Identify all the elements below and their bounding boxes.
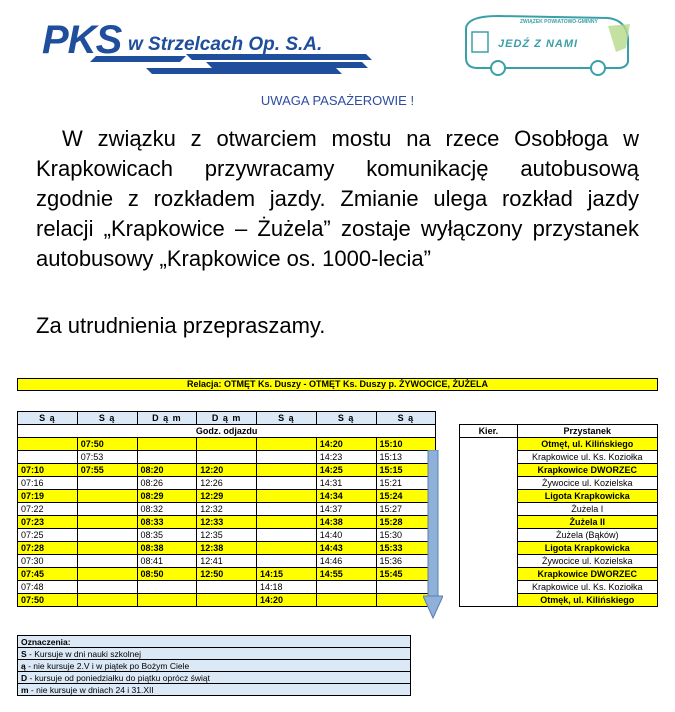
time-cell: 07:30 — [18, 555, 78, 568]
direction-cell — [460, 477, 517, 490]
time-cell — [257, 516, 317, 529]
legend-item — [18, 684, 411, 696]
time-cell — [197, 451, 257, 464]
day-cell: S ą — [316, 412, 376, 425]
gap-cell — [460, 412, 517, 425]
timetable-row — [18, 438, 658, 451]
time-cell — [197, 581, 257, 594]
direction-cell — [460, 516, 517, 529]
direction-cell — [460, 594, 517, 607]
timetable-row — [18, 555, 658, 568]
legend-text: - kursuje od poniedziałku do piątku oprócz świąt — [27, 672, 210, 683]
timetable-row — [18, 464, 658, 477]
direction-cell — [460, 490, 517, 503]
time-cell — [77, 568, 137, 581]
time-cell: 14:25 — [316, 464, 376, 477]
time-cell: 14:37 — [316, 503, 376, 516]
time-cell: 15:33 — [376, 542, 436, 555]
legend-code: ą — [21, 660, 26, 671]
time-cell — [257, 464, 317, 477]
day-cell: D ą m — [197, 412, 257, 425]
direction-cell — [460, 451, 517, 464]
time-cell: 15:15 — [376, 464, 436, 477]
timetable-row — [18, 529, 658, 542]
time-cell: 07:10 — [18, 464, 78, 477]
time-cell: 14:55 — [316, 568, 376, 581]
time-cell: 07:16 — [18, 477, 78, 490]
time-cell: 07:19 — [18, 490, 78, 503]
time-cell: 07:53 — [77, 451, 137, 464]
time-cell: 07:55 — [77, 464, 137, 477]
time-cell: 15:27 — [376, 503, 436, 516]
legend-code: D — [21, 672, 28, 683]
time-cell: 12:38 — [197, 542, 257, 555]
time-cell: 08:35 — [137, 529, 197, 542]
timetable-row — [18, 477, 658, 490]
stop-cell: Żywocice ul. Kozielska — [517, 555, 658, 568]
time-cell — [257, 438, 317, 451]
time-cell: 12:32 — [197, 503, 257, 516]
timetable-row — [18, 516, 658, 529]
time-cell: 15:30 — [376, 529, 436, 542]
legend-text: - nie kursuje w dniach 24 i 31.XII — [28, 684, 154, 695]
bus-logo — [458, 8, 638, 78]
time-cell: 12:20 — [197, 464, 257, 477]
time-cell — [316, 594, 376, 607]
time-cell: 07:23 — [18, 516, 78, 529]
time-cell — [77, 490, 137, 503]
time-cell: 15:24 — [376, 490, 436, 503]
timetable-row — [18, 594, 658, 607]
time-cell: 07:50 — [18, 594, 78, 607]
time-cell: 08:32 — [137, 503, 197, 516]
time-cell — [257, 490, 317, 503]
time-cell: 14:18 — [257, 581, 317, 594]
time-cell — [77, 529, 137, 542]
time-cell: 07:50 — [77, 438, 137, 451]
legend-text: - nie kursuje 2.V i w piątek po Bożym Ciele — [25, 660, 190, 671]
direction-cell — [460, 529, 517, 542]
notice-body: W związku z otwarciem mostu na rzece Osobłoga w Krapkowicach przywracamy komunikację autobusową zgodnie z rozkładem jazdy. Zmianie ulega rozkład jazdy relacji „Krapkowice – Żużela” zostaje wyłączony przystanek autobusowy „Krapkowice os. 1000-lecia” — [36, 126, 639, 271]
time-cell — [257, 451, 317, 464]
time-cell: 14:20 — [257, 594, 317, 607]
time-cell — [137, 581, 197, 594]
time-cell: 08:38 — [137, 542, 197, 555]
time-cell: 14:34 — [316, 490, 376, 503]
direction-arrow-icon — [423, 450, 443, 620]
pks-logo-mark: PKS — [42, 18, 122, 62]
time-cell: 08:20 — [137, 464, 197, 477]
direction-header: Kier. — [460, 425, 517, 438]
time-cell: 08:41 — [137, 555, 197, 568]
gap-cell — [436, 438, 460, 451]
time-cell: 14:46 — [316, 555, 376, 568]
time-cell: 14:23 — [316, 451, 376, 464]
stop-cell: Krapkowice DWORZEC — [517, 464, 658, 477]
time-cell: 08:29 — [137, 490, 197, 503]
header-row — [18, 425, 658, 438]
time-cell: 07:25 — [18, 529, 78, 542]
pks-logo-subtitle: w Strzelcach Op. S.A. — [128, 34, 323, 55]
direction-cell — [460, 464, 517, 477]
time-cell — [137, 451, 197, 464]
timetable-row — [18, 581, 658, 594]
time-cell: 12:29 — [197, 490, 257, 503]
legend-title: Oznaczenia: — [18, 636, 411, 648]
day-cell: D ą m — [137, 412, 197, 425]
notice-title: UWAGA PASAŻEROWIE ! — [260, 93, 415, 108]
time-cell — [257, 529, 317, 542]
time-cell: 07:45 — [18, 568, 78, 581]
direction-cell — [460, 542, 517, 555]
time-cell: 15:45 — [376, 568, 436, 581]
timetable-row — [18, 503, 658, 516]
time-cell — [257, 503, 317, 516]
time-cell: 15:21 — [376, 477, 436, 490]
time-cell — [77, 581, 137, 594]
stop-cell: Żywocice ul. Kozielska — [517, 477, 658, 490]
stop-header: Przystanek — [517, 425, 658, 438]
time-cell: 15:10 — [376, 438, 436, 451]
timetable-row — [18, 542, 658, 555]
time-cell — [77, 477, 137, 490]
time-cell: 15:13 — [376, 451, 436, 464]
time-cell: 07:28 — [18, 542, 78, 555]
gap-cell — [436, 425, 460, 438]
stop-cell: Krapkowice ul. Ks. Koziołka — [517, 451, 658, 464]
stop-cell: Ligota Krapkowicka — [517, 490, 658, 503]
time-cell: 14:40 — [316, 529, 376, 542]
legend-item — [18, 672, 411, 684]
time-cell — [257, 542, 317, 555]
time-cell — [197, 594, 257, 607]
notice-apology: Za utrudnienia przepraszamy. — [36, 313, 326, 338]
time-cell: 08:33 — [137, 516, 197, 529]
time-cell — [77, 594, 137, 607]
time-cell: 12:26 — [197, 477, 257, 490]
timetable-row — [18, 568, 658, 581]
gap-cell — [436, 412, 460, 425]
time-cell: 12:33 — [197, 516, 257, 529]
stop-cell: Krapkowice ul. Ks. Koziołka — [517, 581, 658, 594]
stop-cell: Ligota Krapkowicka — [517, 542, 658, 555]
timetable-row — [18, 451, 658, 464]
time-cell: 12:50 — [197, 568, 257, 581]
stop-cell: Otmęt, ul. Kilińskiego — [517, 438, 658, 451]
time-cell — [77, 542, 137, 555]
stop-cell: Otmęk, ul. Kilińskiego — [517, 594, 658, 607]
time-cell: 08:50 — [137, 568, 197, 581]
direction-cell — [460, 503, 517, 516]
legend — [17, 635, 411, 696]
direction-cell — [460, 438, 517, 451]
time-cell: 14:20 — [316, 438, 376, 451]
time-cell — [257, 477, 317, 490]
relation-bar: Relacja: OTMĘT Ks. Duszy - OTMĘT Ks. Duszy p. ŻYWOCICE, ŻUŻELA — [17, 378, 658, 391]
time-cell: 07:48 — [18, 581, 78, 594]
bus-logo-slogan: JEDŹ Z NAMI — [498, 38, 579, 50]
direction-cell — [460, 581, 517, 594]
time-cell — [137, 594, 197, 607]
day-cell: S ą — [77, 412, 137, 425]
day-cell: S ą — [257, 412, 317, 425]
stop-cell: Żużela II — [517, 516, 658, 529]
day-cell: S ą — [376, 412, 436, 425]
direction-cell — [460, 568, 517, 581]
time-cell — [316, 581, 376, 594]
time-cell: 14:38 — [316, 516, 376, 529]
direction-cell — [460, 555, 517, 568]
time-cell: 14:15 — [257, 568, 317, 581]
time-cell — [257, 555, 317, 568]
time-cell: 12:41 — [197, 555, 257, 568]
legend-code: m — [21, 684, 29, 695]
time-cell: 08:26 — [137, 477, 197, 490]
legend-item — [18, 660, 411, 672]
pks-logo — [36, 10, 376, 76]
time-cell — [77, 555, 137, 568]
time-cell — [197, 438, 257, 451]
stop-cell: Krapkowice DWORZEC — [517, 568, 658, 581]
time-cell — [77, 503, 137, 516]
time-cell: 12:35 — [197, 529, 257, 542]
time-cell: 07:22 — [18, 503, 78, 516]
time-cell — [18, 451, 78, 464]
day-cell: S ą — [18, 412, 78, 425]
departures-header: Godz. odjazdu — [18, 425, 436, 438]
stop-cell: Żużela (Bąków) — [517, 529, 658, 542]
legend-code: S — [21, 648, 27, 659]
time-cell: 14:31 — [316, 477, 376, 490]
timetable — [17, 411, 658, 607]
time-cell — [77, 516, 137, 529]
timetable-row — [18, 490, 658, 503]
time-cell — [18, 438, 78, 451]
time-cell: 15:36 — [376, 555, 436, 568]
days-row — [18, 412, 658, 425]
bus-logo-org: ZWIĄZEK POWIATOWO-GMINNY — [520, 19, 598, 25]
legend-item — [18, 648, 411, 660]
time-cell: 14:43 — [316, 542, 376, 555]
time-cell: 15:28 — [376, 516, 436, 529]
stop-cell: Żużela I — [517, 503, 658, 516]
time-cell — [137, 438, 197, 451]
gap-cell — [517, 412, 658, 425]
legend-text: - Kursuje w dni nauki szkolnej — [26, 648, 142, 659]
